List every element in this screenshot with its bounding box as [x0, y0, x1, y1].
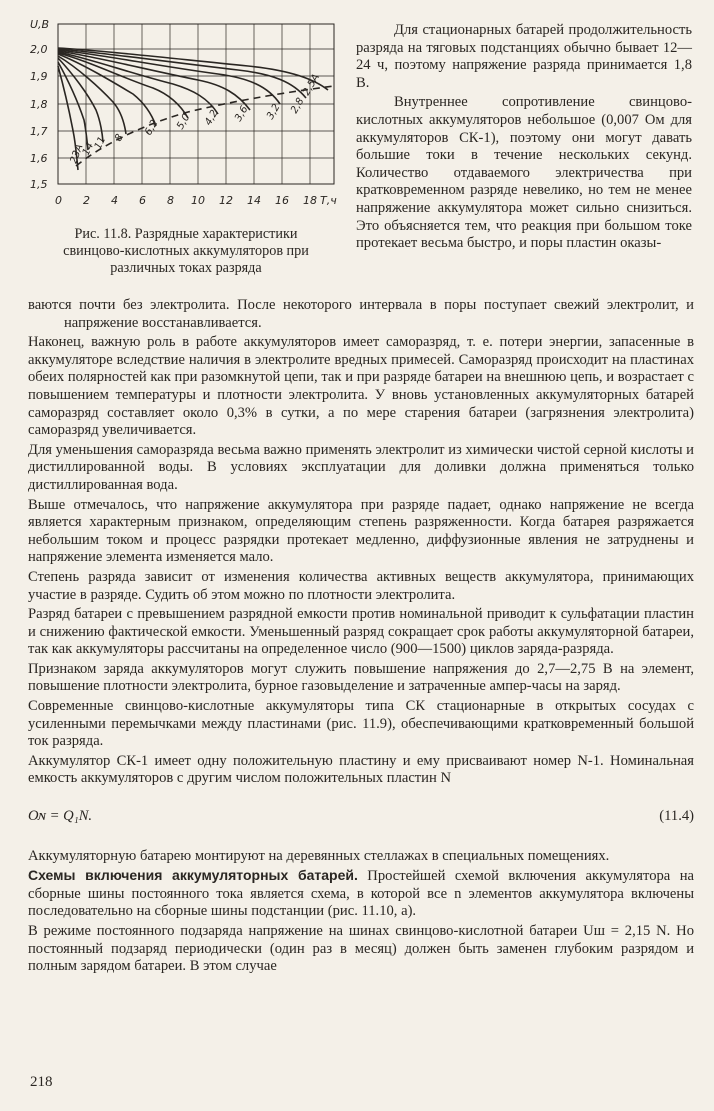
y-tick-label: 1,7 [30, 125, 48, 138]
curve-label: 11 [92, 135, 109, 152]
right-column-text [356, 22, 692, 253]
y-axis-unit: U,В [30, 18, 50, 31]
paragraph: Современные свинцово-кислотные аккумуляторы типа СК стационарные в открытых сосудах с усиленными перемычками между пластинами (рис. 11.9), обеспечивающими кратковременный большой ток разряда. [28, 698, 694, 750]
y-tick-label: 1,8 [30, 98, 48, 111]
y-tick-label: 1,5 [30, 178, 48, 191]
curve-label: 3,2 [265, 102, 283, 122]
equation-11-4 [28, 808, 694, 826]
x-tick-label: 10 [191, 194, 205, 207]
x-tick-label: 14 [247, 194, 261, 207]
x-tick-label: 18 [303, 194, 317, 207]
discharge-characteristics-figure [28, 18, 346, 223]
curve-label: 2,5A [301, 72, 322, 98]
paragraph: Признаком заряда аккумуляторов могут служить повышение напряжения до 2,7—2,75 В на элемент, повышение плотности электролита, бурное газовыделение и затраченные ампер-часы на заряд. [28, 660, 694, 695]
y-tick-label: 2,0 [30, 43, 48, 56]
x-tick-label: 4 [111, 194, 118, 207]
curve-label: 3,6 [233, 104, 251, 124]
curve-label: 23A [68, 142, 86, 166]
paragraph: Внутреннее сопротивление свинцово-кислотных аккумуляторов небольшое (0,007 Ом для аккумуляторов СК-1), поэтому они могут давать большие токи в течение нескольких секунд. Количество отдаваемого электричества при кратковременном разряде невелико, но тем не менее напряжение аккумулятора может сильно снизиться. Это объясняется тем, что реакция при большом токе протекает весьма быстро, и поры пластин оказы- [356, 94, 692, 252]
paragraph: ваются почти без электролита. После некоторого интервала в поры поступает свежий электролит, и напряжение восстанавливается. [28, 297, 694, 331]
curve-label: 4,2 [203, 108, 221, 128]
paragraph: Для стационарных батарей продолжительность разряда на тяговых подстанциях обычно бывает 12—24 ч, поэтому напряжение разряда принимается 1,8 В. [356, 22, 692, 91]
curve-label: 2,8 [289, 96, 307, 116]
equation-formula: Oɴ = Q₁N. [28, 808, 93, 825]
discharge-chart [28, 18, 346, 223]
discharge-curves [58, 48, 328, 170]
x-tick-label: 6 [139, 194, 146, 207]
paragraph: В режиме постоянного подзаряда напряжение на шинах свинцово-кислотной батареи Uш = 2,15 N. Но постоянный подзаряд периодически (один раз в месяц) должен быть заменен глубоким разрядом и полным зарядом батареи. В этом случае [28, 923, 694, 975]
curve-label: 8 [113, 132, 126, 144]
paragraph: Аккумулятор СК-1 имеет одну положительную пластину и ему присваивают номер N-1. Номинальная емкость аккумуляторов с другим числом положительных пластин N [28, 752, 694, 787]
page-number: 218 [30, 1074, 53, 1090]
curve-label: 14 [80, 141, 97, 158]
section-heading: Схемы включения аккумуляторных батарей. [28, 867, 358, 884]
curve-label: 5,0 [175, 112, 193, 132]
paragraph [28, 334, 694, 440]
x-tick-label: 16 [275, 194, 289, 207]
x-tick-label: 2 [83, 194, 90, 207]
paragraph: Выше отмечалось, что напряжение аккумулятора при разряде падает, однако напряжение не всегда является характерным признаком, определяющим степень разряженности. Когда батарея разряжается небольшим током и процесс разрядки протекает медленно, диффузионные явления не затруднены и напряжение элемента изменяется мало. [28, 496, 694, 566]
figure-caption [28, 226, 344, 277]
paragraph [28, 867, 694, 921]
paragraph: Степень разряда зависит от изменения количества активных веществ аккумулятора, принимающих участие в разряде. Судить об этом можно по плотности электролита. [28, 568, 694, 603]
paragraph: Аккумуляторную батарею монтируют на деревянных стеллажах в специальных помещениях. [28, 847, 610, 864]
caption-line: различных токах разряда [110, 260, 262, 276]
paragraph: Разряд батареи с превышением разрядной емкости против номинальной приводит к сульфатации пластин и снижению фактической емкости. Уменьшенный разряд сокращает срок работы аккумуляторной батареи, так как аккумуляторы рассчитаны на определенное число (900—1500) циклов заряда-разряда. [28, 606, 694, 658]
paragraph-text: Простейшей схемой включения аккумулятора на сборные шины постоянного тока является схема, в которой все n элементов аккумулятора включены последовательно на сборные шины подстанции (рис. 11.10, а). [28, 868, 694, 920]
curve-label: 6,2 [143, 118, 161, 138]
x-tick-label: 8 [167, 194, 174, 207]
x-tick-label: 0 [55, 194, 62, 207]
main-text [28, 297, 694, 978]
x-axis-unit: Т,ч [320, 194, 337, 207]
paragraph: Для уменьшения саморазряда весьма важно применять электролит из химически чистой серной кислоты и дистиллированной воды. В условиях эксплуатации для доливки должна применяться только дистиллированная вода. [28, 441, 694, 493]
caption-line: Рис. 11.8. Разрядные характеристики [74, 226, 298, 242]
caption-line: свинцово-кислотных аккумуляторов при [63, 243, 309, 259]
x-tick-label: 12 [219, 194, 233, 207]
y-tick-label: 1,6 [30, 152, 48, 165]
paragraph-text: Наконец, важную роль в работе аккумуляторов имеет саморазряд, т. е. потери энергии, запасенные в аккумуляторе вследствие наличия в электролите вредных примесей. Саморазряд происходит на пластинах обеих полярностей как при разомкнутой цепи, так и при разряде батареи на внешнюю цепь, и возрастает с повышением температуры и плотности электролита. У вновь установленных аккумуляторных батарей саморазряд составляет около 0,3% в сутки, а по мере старения батареи (загрязнения электролита) саморазряд увеличивается. [28, 334, 694, 439]
equation-number: (11.4) [659, 808, 694, 825]
y-tick-label: 1,9 [30, 70, 48, 83]
